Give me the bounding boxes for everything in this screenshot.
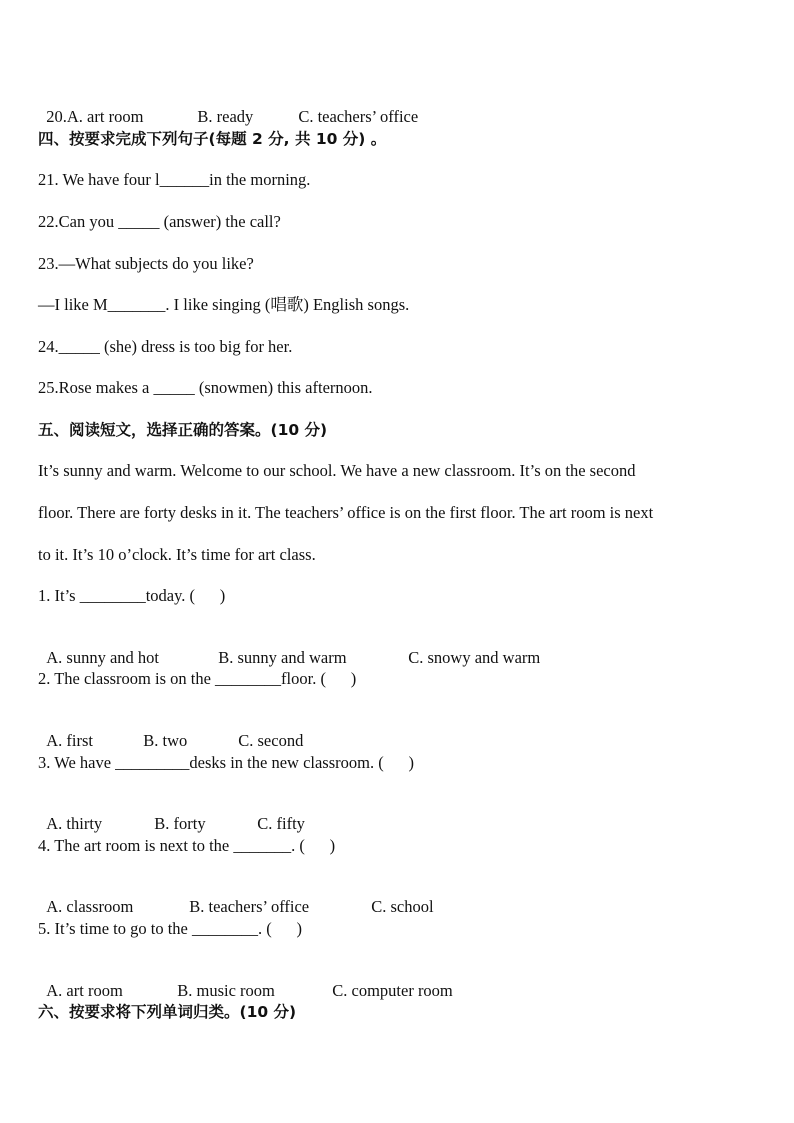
q20-option-a: A. art room — [66, 107, 144, 126]
option-a: A. thirty — [46, 814, 103, 833]
passage-line: It’s sunny and warm. Welcome to our school. We have a new classroom. It’s on the second — [38, 461, 636, 480]
q22: 22.Can you _____ (answer) the call? — [38, 212, 281, 231]
q21: 21. We have four l______in the morning. — [38, 170, 311, 189]
q20-number: 20. — [46, 107, 67, 126]
option-b: B. teachers’ office — [189, 897, 310, 916]
q24: 24._____ (she) dress is too big for her. — [38, 337, 293, 356]
q20-option-b: B. ready — [197, 107, 254, 126]
q25: 25.Rose makes a _____ (snowmen) this afternoon. — [38, 378, 373, 397]
q20-options — [38, 87, 418, 127]
option-c: C. fifty — [257, 814, 305, 833]
option-c: C. snowy and warm — [408, 648, 541, 667]
option-c: C. computer room — [332, 981, 453, 1000]
passage-line: floor. There are forty desks in it. The teachers’ office is on the first floor. The art room is next — [38, 503, 654, 522]
q20-option-c: C. teachers’ office — [298, 107, 419, 126]
option-c: C. school — [371, 897, 434, 916]
reading-options-4 — [38, 877, 434, 917]
q23-answer: —I like M_______. I like singing (唱歌) English songs. — [38, 295, 410, 314]
option-a: A. sunny and hot — [46, 648, 159, 667]
section5-title: 五、阅读短文，选择正确的答案。(10 分) — [38, 421, 328, 439]
q23-question: 23.—What subjects do you like? — [38, 254, 254, 273]
reading-question-2: 2. The classroom is on the ________floor. ( ) — [38, 669, 357, 688]
reading-question-3: 3. We have _________desks in the new classroom. ( ) — [38, 753, 414, 772]
reading-question-1: 1. It’s ________today. ( ) — [38, 586, 226, 605]
reading-question-4: 4. The art room is next to the _______. ( ) — [38, 836, 336, 855]
reading-options-5 — [38, 961, 453, 1001]
option-c: C. second — [238, 731, 304, 750]
section4-title: 四、按要求完成下列句子(每题 2 分, 共 10 分) 。 — [38, 130, 387, 148]
option-b: B. music room — [177, 981, 275, 1000]
option-b: B. forty — [154, 814, 206, 833]
reading-question-5: 5. It’s time to go to the ________. ( ) — [38, 919, 302, 938]
option-b: B. two — [143, 731, 188, 750]
option-b: B. sunny and warm — [218, 648, 347, 667]
section6-title: 六、按要求将下列单词归类。(10 分) — [38, 1003, 297, 1021]
passage-line: to it. It’s 10 o’clock. It’s time for art class. — [38, 545, 316, 564]
option-a: A. art room — [46, 981, 123, 1000]
reading-options-1 — [38, 628, 540, 668]
option-a: A. classroom — [46, 897, 134, 916]
reading-options-3 — [38, 794, 305, 834]
reading-options-2 — [38, 711, 303, 751]
option-a: A. first — [46, 731, 93, 750]
